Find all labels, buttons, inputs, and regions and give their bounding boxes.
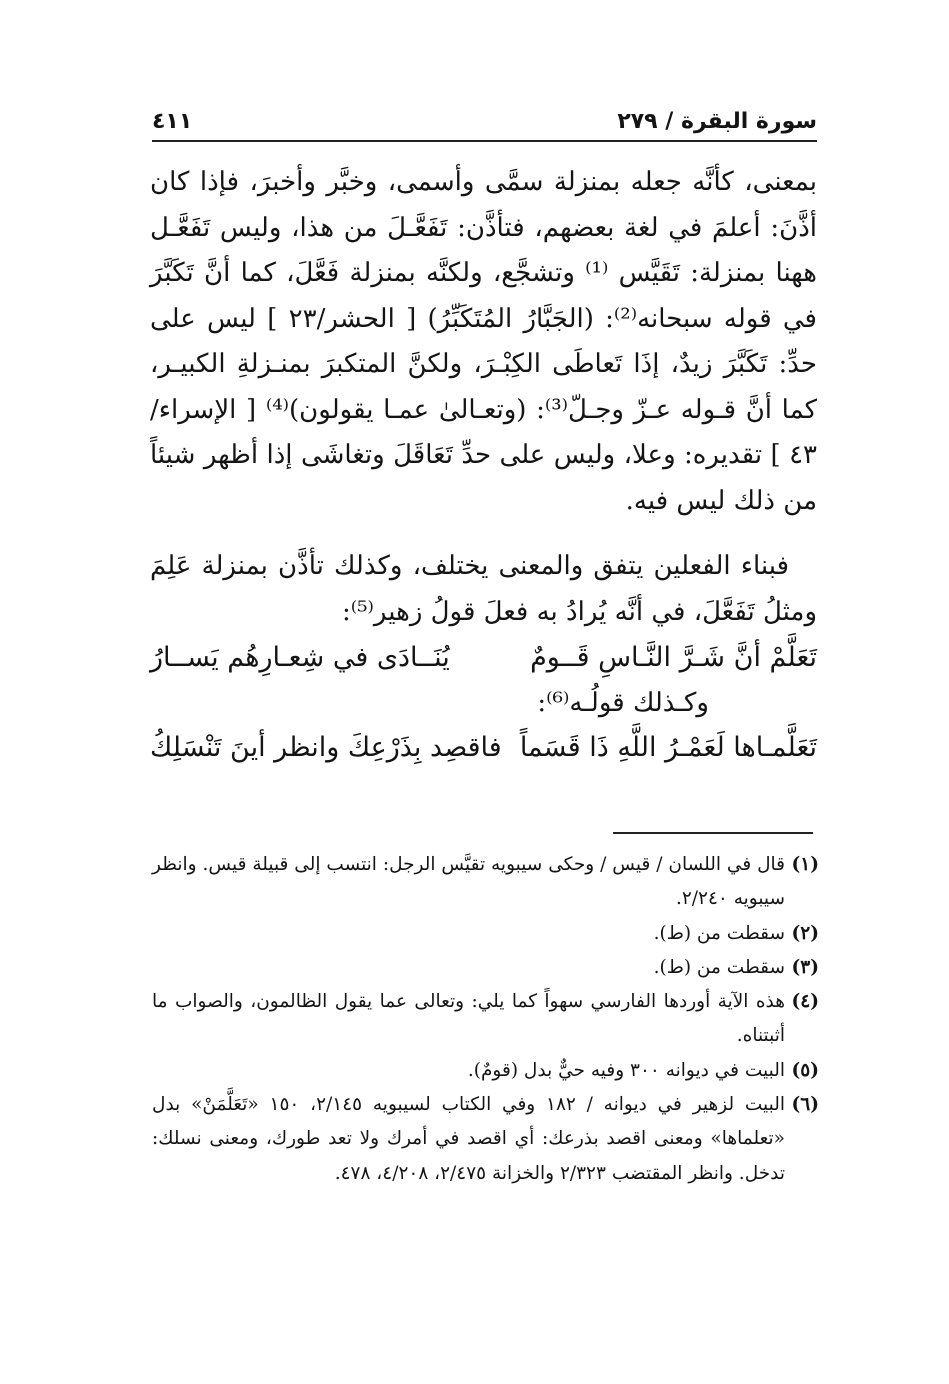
poetry-verse	[150, 725, 817, 771]
footnote	[152, 951, 819, 985]
verse-introduction: وكـذلك قولُـه⁽⁶⁾:	[537, 688, 709, 718]
verse-hemistich: تَعَلَّمْ أنَّ شَـرَّ النَّـاسِ قَــومٌ	[530, 642, 817, 673]
footnotes	[152, 848, 819, 1191]
footnote-number: (١)	[791, 854, 819, 875]
poetry-verse	[150, 635, 817, 681]
footnote-text: البيت لزهير في ديوانه / ١٨٢ وفي الكتاب لسيبويه ٢/١٤٥، ١٥٠ «تَعَلَّمَنْ» بدل «تعلماها» ومعنى اقصد بذرعك: أي اقصد في أمرك ولا تعد طورك، ومعنى نسلك: تدخل. وانظر المقتضب ٢/٣٢٣ والخزانة ٢/٤٧٥، ٤/٢٠٨، ٤٧٨.	[152, 1094, 785, 1184]
page-number: ٤١١	[152, 109, 193, 134]
verse-hemistich: فاقصِد بِذَرْعِكَ وانظر أينَ تَنْسَلِكُ	[150, 732, 502, 763]
verse-hemistich: يُنَــادَى في شِعـارِهُم يَســارُ	[150, 642, 450, 673]
footnote	[152, 985, 819, 1054]
footnote-text: قال في اللسان / قيس / وحكى سيبويه تقيَّس الرجل: انتسب إلى قبيلة قيس. وانظر سيبويه ٢/٢٤٠.	[152, 854, 785, 910]
footnote-number: (٢)	[791, 922, 819, 944]
footnote	[152, 1054, 819, 1088]
footnote-text: البيت في ديوانه ٣٠٠ وفيه حيٌّ بدل (قومٌ).	[467, 1059, 785, 1081]
paragraph: فبناء الفعلين يتفق والمعنى يختلف، وكذلك تأذَّن بمنزلة عَلِمَ ومثلُ تَفَعَّلَ، في أنَّه يُرادُ به فعلَ قولُ زهير⁽⁵⁾:	[150, 551, 817, 627]
footnote	[152, 1088, 819, 1191]
footnote	[152, 848, 819, 917]
footnote-number: (٤)	[791, 991, 819, 1013]
running-header	[152, 96, 817, 142]
footnote-text: هذه الآية أوردها الفارسي سهواً كما يلي: وتعالى عما يقول الظالمون، والصواب ما أثبتناه.	[152, 991, 785, 1047]
footnote-text: سقطت من (ط).	[653, 956, 785, 978]
footnote-number: (٦)	[791, 1094, 819, 1116]
footnote-number: (٥)	[791, 1059, 819, 1081]
footnote-text: سقطت من (ط).	[653, 922, 785, 944]
footnote-separator	[613, 832, 813, 834]
verse-hemistich: تَعَلَّمـاها لَعَمْـرُ اللَّهِ ذَا قَسَماً	[519, 732, 817, 763]
surah-verse-reference: سورة البقرة / ٢٧٩	[617, 109, 817, 134]
footnote-number: (٣)	[791, 956, 819, 978]
main-text	[150, 160, 817, 771]
footnote	[152, 917, 819, 951]
paragraph: بمعنى، كأنَّه جعله بمنزلة سمَّى وأسمى، وخبَّر وأخبرَ، فإذا كان أذَّنَ: أعلمَ في لغة بعضهم، فتأذَّن: تَفَعَّـلَ من هذا، وليس تَفَعَّـل ههنا بمنزلة: تَقَيَّس ⁽¹⁾ وتشجَّع، ولكنَّه بمنزلة فَعَّلَ، كما أنَّ تَكَبَّرَ في قوله سبحانه⁽²⁾: (الجَبَّارُ المُتَكَبِّرُ) [ الحشر/٢٣ ] ليس على حدِّ: تَكَبَّرَ زيدٌ، إذَا تَعاطَى الكِبْـرَ، ولكنَّ المتكبرَ بمنـزلةِ الكبيـر، كما أنَّ قـوله عـزّ وجـلّ⁽³⁾: (وتعـالىٰ عمـا يقولون)⁽⁴⁾ [ الإسراء/٤٣ ] تقديره: وعلا، وليس على حدِّ تَعَاقَلَ وتغاشَى إذا أظهر شيئاً من ذلك ليس فيه.	[150, 167, 818, 516]
